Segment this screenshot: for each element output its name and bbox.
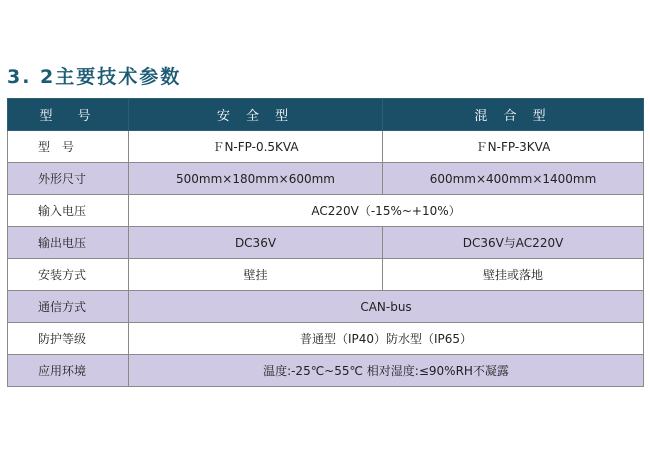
table-row bbox=[8, 227, 644, 259]
row-label: 应用环境 bbox=[8, 355, 129, 387]
row-label: 通信方式 bbox=[8, 291, 129, 323]
header-hybrid-type: 混 合 型 bbox=[383, 99, 644, 131]
row-label: 输出电压 bbox=[8, 227, 129, 259]
cell-safe: 壁挂 bbox=[129, 259, 383, 291]
row-label: 安装方式 bbox=[8, 259, 129, 291]
row-label: 输入电压 bbox=[8, 195, 129, 227]
cell-safe: DC36V bbox=[129, 227, 383, 259]
table-row bbox=[8, 163, 644, 195]
header-row bbox=[8, 99, 644, 131]
spec-table bbox=[7, 98, 644, 387]
row-label: 型 号 bbox=[8, 131, 129, 163]
table-row bbox=[8, 323, 644, 355]
header-model: 型 号 bbox=[8, 99, 129, 131]
cell-hybrid: DC36V与AC220V bbox=[383, 227, 644, 259]
header-safe-type: 安 全 型 bbox=[129, 99, 383, 131]
cell-merged: 温度:-25℃~55℃ 相对湿度:≤90%RH不凝露 bbox=[129, 355, 644, 387]
table-row bbox=[8, 355, 644, 387]
table-row bbox=[8, 131, 644, 163]
cell-hybrid: ＦN-FP-3KVA bbox=[383, 131, 644, 163]
cell-safe: ＦN-FP-0.5KVA bbox=[129, 131, 383, 163]
row-label: 外形尺寸 bbox=[8, 163, 129, 195]
table-row bbox=[8, 259, 644, 291]
table-row bbox=[8, 195, 644, 227]
cell-hybrid: 600mm×400mm×1400mm bbox=[383, 163, 644, 195]
cell-merged: AC220V（-15%~+10%） bbox=[129, 195, 644, 227]
table-row bbox=[8, 291, 644, 323]
cell-hybrid: 壁挂或落地 bbox=[383, 259, 644, 291]
cell-merged: CAN-bus bbox=[129, 291, 644, 323]
cell-safe: 500mm×180mm×600mm bbox=[129, 163, 383, 195]
row-label: 防护等级 bbox=[8, 323, 129, 355]
section-title: 3. 2主要技术参数 bbox=[7, 66, 182, 88]
cell-merged: 普通型（IP40）防水型（IP65） bbox=[129, 323, 644, 355]
